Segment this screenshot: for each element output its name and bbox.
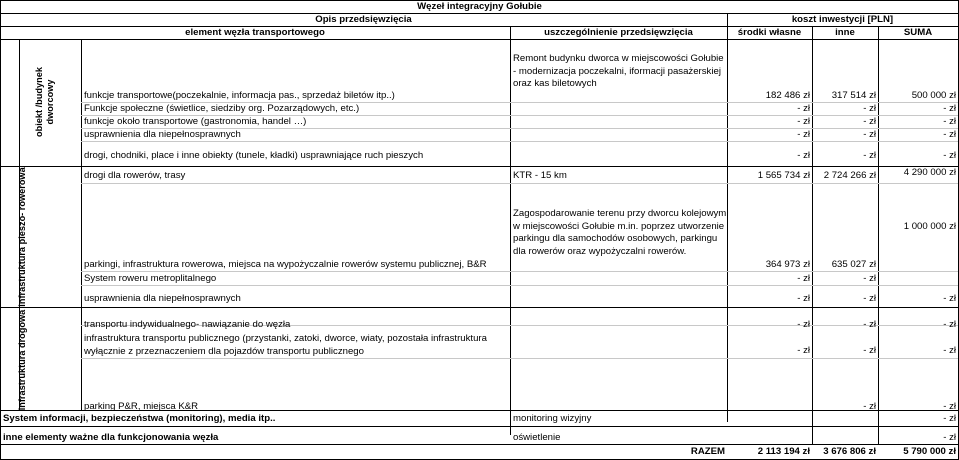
- row-suma: - zł: [943, 345, 956, 356]
- row-srodki: - zł: [797, 103, 810, 114]
- row-element: System roweru metroplitalnego: [84, 273, 217, 284]
- row-suma: 4 290 000 zł: [903, 167, 956, 178]
- row-suma: - zł: [943, 413, 956, 424]
- group-label-pieszo-rowerowa: infrastruktura pieszo- rowerowa: [17, 167, 27, 307]
- row-element: funkcje około transportowe (gastronomia, handel …): [84, 116, 307, 127]
- row-suma: 500 000 zł: [911, 90, 956, 101]
- row-inne: - zł: [863, 319, 876, 330]
- total-srodki: 2 113 194 zł: [757, 446, 810, 457]
- row-detail: oświetlenie: [513, 432, 561, 443]
- row-inne: - zł: [863, 401, 876, 412]
- row-inne: - zł: [863, 273, 876, 284]
- header-srodki-wlasne: środki własne: [737, 27, 802, 38]
- row-srodki: - zł: [797, 273, 810, 284]
- row-suma: - zł: [943, 293, 956, 304]
- row-element: funkcje transportowe(poczekalnie, informacja pas., sprzedaż biletów itp..): [84, 90, 395, 101]
- row-detail: Zagospodarowanie terenu przy dworcu kolejowym w miejscowości Gołubie m.in. poprzez utworzenie parkingu dla samochodów osobowych, parkingu dla rowerów oraz wypożyczalni rowerów.: [513, 208, 727, 257]
- header-inne: inne: [835, 27, 855, 38]
- row-inne: - zł: [863, 116, 876, 127]
- row-element: inne elementy ważne dla funkcjonowania węzła: [3, 432, 219, 443]
- row-srodki: - zł: [797, 345, 810, 356]
- row-suma: - zł: [943, 129, 956, 140]
- row-suma: - zł: [943, 432, 956, 443]
- row-suma: - zł: [943, 103, 956, 114]
- header-element: element węzła transportowego: [185, 27, 325, 38]
- row-element: infrastruktura transportu publicznego (przystanki, zatoki, dworce, wiaty, pozostała infrastruktura wyłącznie z przeznaczeniem dla pojazdów transportu publicznego: [84, 333, 487, 357]
- row-suma: - zł: [943, 150, 956, 161]
- row-inne: - zł: [863, 345, 876, 356]
- row-detail: Remont budynku dworca w miejscowości Gołubie - modernizacja poczekalni, iformacji pasażerskiej oraz kas biletowych: [513, 53, 724, 90]
- row-srodki: - zł: [797, 319, 810, 330]
- group-label-obiekt: obiekt /budynek dworcowy: [34, 67, 55, 137]
- total-inne: 3 676 806 zł: [823, 446, 876, 457]
- row-element: parkingi, infrastruktura rowerowa, miejsca na wypożyczalnie rowerów systemu publicznej, B&R: [84, 259, 487, 270]
- row-srodki: - zł: [797, 116, 810, 127]
- row-element: Funkcje społeczne (świetlice, siedziby org. Pozarządowych, etc.): [84, 103, 360, 114]
- header-opis: Opis przedsięwzięcia: [315, 14, 412, 25]
- header-suma: SUMA: [903, 27, 933, 38]
- header-uszczegolnienie: uszczególnienie przedsięwzięcia: [544, 27, 693, 38]
- row-srodki: - zł: [797, 129, 810, 140]
- row-suma: 1 000 000 zł: [903, 221, 956, 232]
- row-element: System informacji, bezpieczeństwa (monitoring), media itp..: [3, 413, 276, 424]
- group-label-drogowa: infrastruktura drogowa: [17, 309, 27, 411]
- row-inne: 317 514 zł: [831, 90, 876, 101]
- row-element: usprawnienia dla niepełnosprawnych: [84, 293, 241, 304]
- row-element: parking P&R, miejsca K&R: [84, 401, 199, 412]
- row-srodki: 364 973 zł: [765, 259, 810, 270]
- row-srodki: - zł: [797, 150, 810, 161]
- row-srodki: 1 565 734 zł: [757, 170, 810, 181]
- row-srodki: 182 486 zł: [765, 90, 810, 101]
- page-title: Węzeł integracyjny Gołubie: [417, 1, 542, 12]
- row-element: drogi dla rowerów, trasy: [84, 170, 186, 181]
- row-inne: - zł: [863, 129, 876, 140]
- row-detail: KTR - 15 km: [513, 170, 567, 181]
- row-suma: - zł: [943, 401, 956, 412]
- row-inne: 2 724 266 zł: [823, 170, 876, 181]
- total-suma: 5 790 000 zł: [903, 446, 956, 457]
- row-inne: 635 027 zł: [831, 259, 876, 270]
- row-inne: - zł: [863, 150, 876, 161]
- row-suma: - zł: [943, 116, 956, 127]
- row-inne: - zł: [863, 293, 876, 304]
- total-label: RAZEM: [690, 446, 725, 457]
- header-koszt: koszt inwestycji [PLN]: [791, 14, 894, 25]
- row-element: usprawnienia dla niepełnosprawnych: [84, 129, 241, 140]
- row-element: drogi, chodniki, place i inne obiekty (tunele, kładki) usprawniające ruch pieszych: [84, 150, 424, 161]
- row-detail: monitoring wizyjny: [513, 413, 592, 424]
- row-srodki: - zł: [797, 293, 810, 304]
- row-inne: - zł: [863, 103, 876, 114]
- row-element: transportu indywidualnego- nawiązanie do węzła: [84, 319, 291, 330]
- row-suma: - zł: [943, 319, 956, 330]
